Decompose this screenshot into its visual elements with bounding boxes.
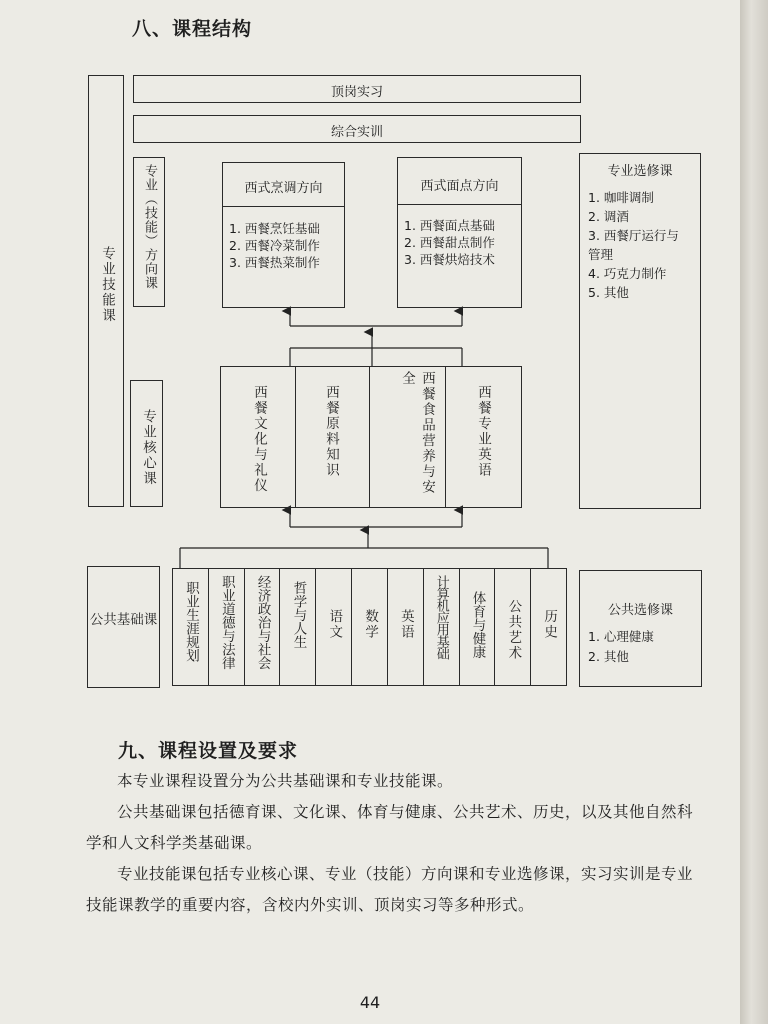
western-cooking-title: 西式烹调方向	[244, 181, 323, 196]
core-course-culture: 西餐文化与礼仪	[251, 385, 267, 494]
public-course: 体育与健康	[469, 591, 486, 659]
core-course-nutrition: 西餐食品营养与安全	[399, 371, 435, 495]
public-course-cell	[280, 569, 316, 685]
direction-courses-label: 专业（技能）方向课	[142, 164, 157, 290]
paragraph: 专业技能课包括专业核心课、专业（技能）方向课和专业选修课，实习实训是专业技能课教学的重要内容，含校内外实训、顶岗实习等多种形式。	[86, 865, 694, 914]
public-course-cell	[495, 569, 531, 685]
list-item: 1. 咖啡调制	[588, 190, 654, 205]
public-electives-box	[579, 570, 702, 687]
professional-electives-title: 专业选修课	[607, 164, 673, 179]
professional-skills-box	[88, 75, 124, 507]
public-electives-title: 公共选修课	[607, 603, 673, 618]
book-page-edge	[740, 0, 768, 1024]
paragraph: 公共基础课包括德育课、文化课、体育与健康、公共艺术、历史，以及其他自然科学和人文科学类基础课。	[86, 803, 694, 852]
western-pastry-box	[397, 157, 522, 308]
public-basic-label: 公共基础课	[89, 612, 158, 628]
public-course: 语文	[326, 609, 343, 640]
list-item: 2. 西餐甜点制作	[404, 235, 495, 250]
list-item: 4. 巧克力制作	[588, 266, 667, 281]
list-item: 2. 西餐冷菜制作	[229, 238, 320, 253]
section-9-body	[86, 766, 706, 921]
list-item: 1. 西餐面点基础	[404, 218, 495, 233]
professional-electives-box	[579, 153, 701, 509]
list-item: 3. 西餐烘焙技术	[404, 252, 495, 267]
section-8-title: 八、课程结构	[132, 18, 253, 40]
list-item: 1. 心理健康	[588, 629, 654, 644]
list-item: 2. 调酒	[588, 209, 629, 224]
public-course: 公共艺术	[505, 599, 522, 661]
paragraph: 本专业课程设置分为公共基础课和专业技能课。	[117, 772, 454, 790]
public-courses-group	[172, 568, 567, 686]
public-course-cell	[531, 569, 566, 685]
professional-electives-list	[588, 188, 679, 302]
direction-courses-box	[133, 157, 165, 307]
public-course-cell	[209, 569, 245, 685]
comprehensive-training-label: 综合实训	[330, 125, 383, 140]
public-course-cell	[352, 569, 388, 685]
public-electives-list	[588, 627, 654, 667]
core-courses-group	[220, 366, 522, 508]
public-course: 英语	[397, 609, 414, 640]
public-basic-box	[87, 566, 160, 688]
core-courses-label: 专业核心课	[140, 409, 156, 487]
public-course: 计算机应用基础	[433, 575, 449, 659]
public-course: 经济政治与社会	[254, 575, 271, 670]
top-internship-bar	[133, 75, 581, 103]
western-pastry-title: 西式面点方向	[420, 179, 499, 194]
section-9-title: 九、课程设置及要求	[118, 740, 299, 762]
public-course-cell	[460, 569, 496, 685]
public-courses-row	[173, 569, 566, 685]
page-number: 44	[359, 993, 381, 1012]
public-course-cell	[173, 569, 209, 685]
core-courses-box	[130, 380, 163, 507]
list-item: 2. 其他	[588, 649, 629, 664]
top-internship-label: 顶岗实习	[330, 85, 383, 100]
public-course-cell	[388, 569, 424, 685]
professional-skills-label: 专业技能课	[99, 246, 115, 324]
public-course-cell	[245, 569, 281, 685]
western-cooking-list	[229, 220, 320, 271]
public-course: 职业生涯规划	[183, 581, 199, 662]
public-course: 职业道德与法律	[218, 575, 235, 670]
core-course-english: 西餐专业英语	[475, 385, 491, 478]
public-course: 历史	[541, 609, 558, 640]
western-cooking-box	[222, 162, 345, 308]
comprehensive-training-bar	[133, 115, 581, 143]
public-course: 哲学与人生	[290, 581, 307, 649]
list-item: 3. 西餐厅运行与	[588, 228, 679, 243]
western-pastry-list	[404, 217, 495, 268]
core-course-ingredients: 西餐原料知识	[323, 385, 339, 478]
list-item: 1. 西餐烹饪基础	[229, 221, 320, 236]
list-item: 5. 其他	[588, 285, 629, 300]
list-item: 管理	[588, 247, 614, 262]
public-course-cell	[316, 569, 352, 685]
public-course-cell	[424, 569, 460, 685]
list-item: 3. 西餐热菜制作	[229, 255, 320, 270]
public-course: 数学	[362, 609, 379, 640]
